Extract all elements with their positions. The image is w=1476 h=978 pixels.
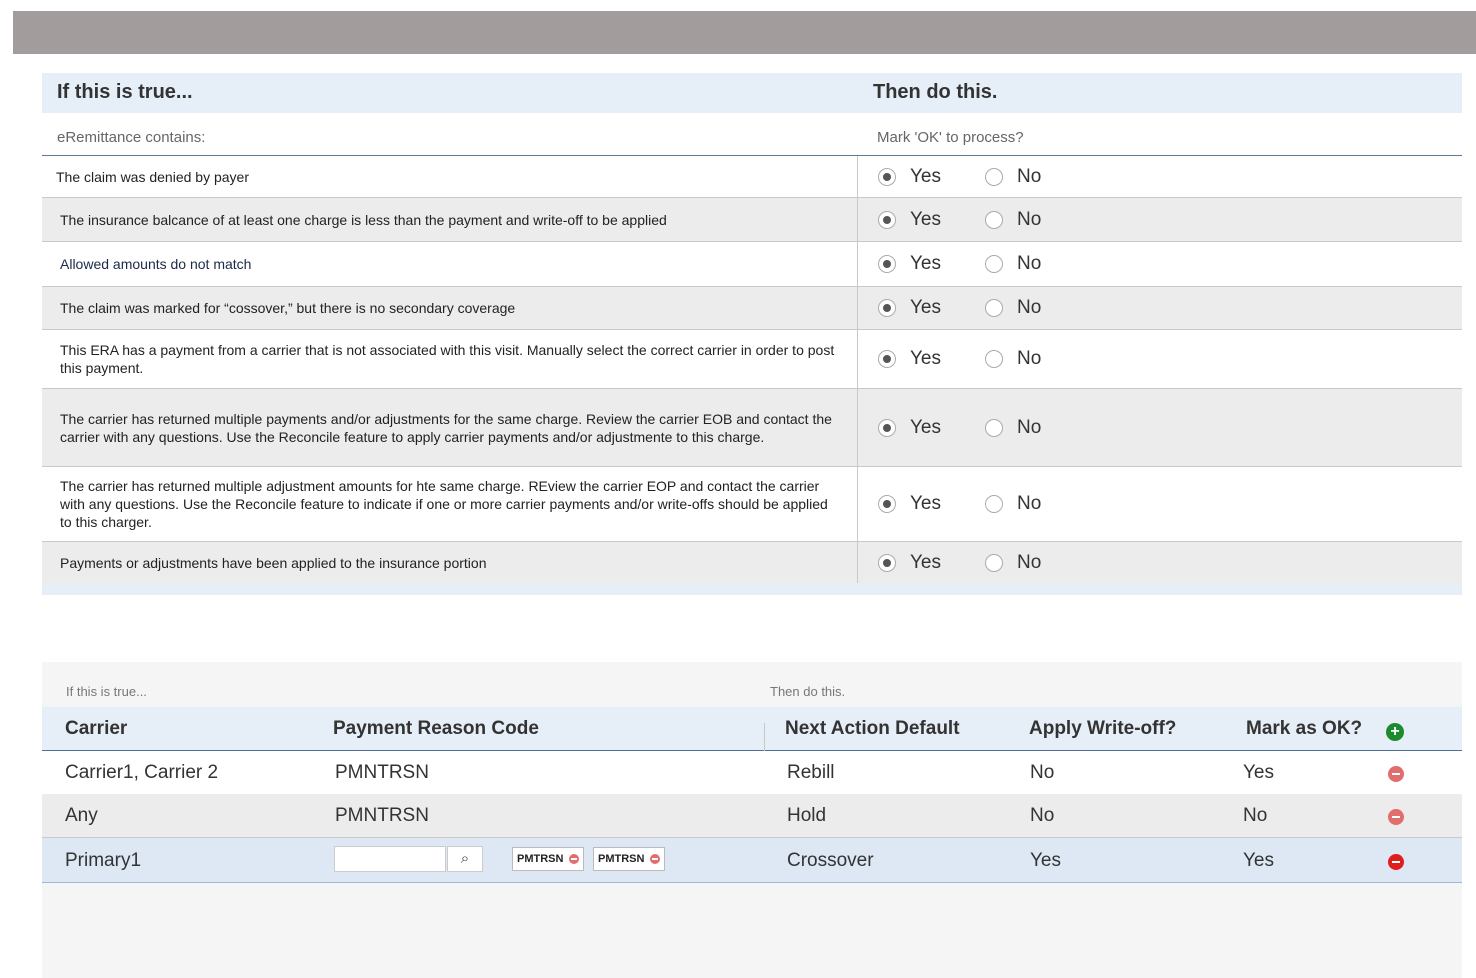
remove-tag-icon[interactable] — [569, 854, 579, 864]
tag-label: PMTRSN — [598, 853, 645, 865]
radio-yes-label: Yes — [910, 551, 941, 573]
radio-no-label: No — [1017, 551, 1042, 573]
radio-no[interactable] — [985, 493, 1041, 515]
era-rules-footer — [42, 583, 1462, 595]
radio-yes[interactable] — [878, 166, 941, 188]
era-rules-subheader — [42, 113, 1462, 156]
radio-yes-label: Yes — [910, 297, 941, 318]
rule-action — [858, 389, 1462, 466]
col-mark-ok: Mark as OK? — [1246, 718, 1363, 739]
rule-condition: The insurance balcance of at least one charge is less than the payment and write-off to be applied — [42, 198, 858, 241]
radio-no-label: No — [1017, 493, 1042, 514]
cell-reason: PMNTRSN — [335, 805, 429, 826]
subheader-then: Mark 'OK' to process? — [877, 129, 1024, 146]
reason-code-tag — [512, 847, 584, 871]
rule-row — [42, 330, 1462, 389]
rule-condition: Allowed amounts do not match — [42, 242, 858, 286]
remove-tag-icon[interactable] — [650, 854, 660, 864]
reason-code-search-input[interactable] — [334, 846, 446, 872]
radio-no[interactable] — [985, 253, 1041, 275]
radio-yes-label: Yes — [910, 253, 941, 274]
radio-circle[interactable] — [878, 168, 896, 186]
radio-circle[interactable] — [985, 255, 1003, 273]
radio-circle[interactable] — [985, 554, 1003, 572]
radio-no-label: No — [1017, 253, 1042, 274]
table-row[interactable] — [42, 794, 1462, 838]
radio-no-label: No — [1017, 208, 1042, 230]
radio-yes-label: Yes — [910, 165, 941, 187]
cell-mark-ok: Yes — [1243, 762, 1274, 783]
subheader-if: eRemittance contains: — [57, 129, 206, 146]
radio-no[interactable] — [985, 209, 1041, 231]
radio-circle[interactable] — [985, 168, 1003, 186]
rule-action — [858, 330, 1462, 388]
radio-circle[interactable] — [878, 495, 896, 513]
rule-condition: The claim was marked for “cossover,” but there is no secondary coverage — [42, 287, 858, 329]
rule-row — [42, 467, 1462, 542]
radio-no[interactable] — [985, 348, 1041, 370]
radio-yes-label: Yes — [910, 208, 941, 230]
caption-if: If this is true... — [66, 684, 147, 699]
col-write-off: Apply Write-off? — [1029, 718, 1177, 739]
radio-yes[interactable] — [878, 348, 941, 370]
table-row[interactable] — [42, 751, 1462, 795]
rule-action — [858, 242, 1462, 286]
rule-row — [42, 156, 1462, 198]
rule-condition: The claim was denied by payer — [42, 156, 858, 197]
rule-action — [858, 467, 1462, 541]
radio-circle[interactable] — [985, 495, 1003, 513]
rule-action — [858, 287, 1462, 329]
header-if: If this is true... — [57, 81, 193, 103]
remove-icon[interactable] — [1388, 854, 1404, 870]
rule-row — [42, 198, 1462, 242]
radio-yes[interactable] — [878, 493, 941, 515]
cell-next-action: Hold — [787, 805, 827, 826]
cell-carrier: Primary1 — [65, 850, 142, 871]
rule-row — [42, 287, 1462, 330]
radio-no[interactable] — [985, 552, 1041, 574]
radio-circle[interactable] — [985, 299, 1003, 317]
cell-mark-ok: No — [1243, 805, 1268, 826]
radio-circle[interactable] — [878, 554, 896, 572]
add-icon[interactable]: + — [1386, 723, 1404, 741]
cell-carrier: Carrier1, Carrier 2 — [65, 762, 219, 783]
rule-condition: The carrier has returned multiple adjustment amounts for hte same charge. REview the carrier EOP and contact the carrier with any questions. Use the Reconcile feature to indicate if one or more carrier payments and/or write-offs should be applied to this charger. — [42, 467, 858, 541]
search-icon[interactable]: ⌕ — [447, 846, 483, 872]
carrier-rules-header — [42, 707, 1462, 751]
rule-action — [858, 542, 1462, 583]
radio-yes[interactable] — [878, 552, 941, 574]
era-rules-panel — [42, 73, 1462, 595]
cell-reason: PMNTRSN — [335, 762, 429, 783]
cell-next-action: Crossover — [787, 850, 874, 871]
col-next-action: Next Action Default — [785, 718, 960, 739]
rule-row — [42, 242, 1462, 287]
era-rules-header — [42, 73, 1462, 113]
cell-write-off: Yes — [1030, 850, 1061, 871]
radio-circle[interactable] — [985, 350, 1003, 368]
reason-code-tag — [593, 847, 665, 871]
radio-circle[interactable] — [985, 211, 1003, 229]
rule-condition: This ERA has a payment from a carrier that is not associated with this visit. Manually select the correct carrier in order to post this payment. — [42, 330, 858, 388]
radio-no[interactable] — [985, 417, 1041, 439]
cell-write-off: No — [1030, 805, 1055, 826]
radio-circle[interactable] — [878, 255, 896, 273]
radio-yes[interactable] — [878, 209, 941, 231]
radio-circle[interactable] — [878, 299, 896, 317]
rule-condition: The carrier has returned multiple payments and/or adjustments for the same charge. Review the carrier EOB and contact the carrier with any questions. Use the Reconcile feature to apply carrier payments and/or adjustmente to this charge. — [42, 389, 858, 466]
top-bar — [13, 11, 1476, 54]
radio-circle[interactable] — [985, 419, 1003, 437]
radio-yes[interactable] — [878, 297, 941, 319]
radio-no-label: No — [1017, 297, 1042, 318]
rule-row — [42, 389, 1462, 467]
remove-icon[interactable] — [1388, 766, 1404, 782]
radio-no[interactable] — [985, 166, 1041, 188]
carrier-rules-panel — [42, 662, 1462, 978]
radio-no[interactable] — [985, 297, 1041, 319]
caption-then: Then do this. — [770, 684, 846, 699]
remove-icon[interactable] — [1388, 809, 1404, 825]
tag-label: PMTRSN — [517, 853, 564, 865]
radio-no-label: No — [1017, 348, 1042, 369]
radio-yes-label: Yes — [910, 493, 941, 514]
radio-yes-label: Yes — [910, 416, 941, 438]
radio-yes[interactable] — [878, 253, 941, 275]
col-payment-reason: Payment Reason Code — [333, 718, 539, 739]
radio-yes[interactable] — [878, 417, 941, 439]
cell-write-off: No — [1030, 762, 1055, 783]
rule-action — [858, 156, 1462, 197]
cell-mark-ok: Yes — [1243, 850, 1274, 871]
radio-no-label: No — [1017, 165, 1042, 187]
radio-yes-label: Yes — [910, 348, 941, 369]
radio-no-label: No — [1017, 416, 1042, 438]
col-carrier: Carrier — [65, 718, 128, 739]
header-then: Then do this. — [873, 81, 998, 103]
radio-circle[interactable] — [878, 211, 896, 229]
rule-action — [858, 198, 1462, 241]
rule-condition: Payments or adjustments have been applied to the insurance portion — [42, 542, 858, 583]
cell-carrier: Any — [65, 805, 98, 826]
rule-row — [42, 542, 1462, 583]
radio-circle[interactable] — [878, 350, 896, 368]
table-row-selected[interactable] — [42, 838, 1462, 883]
radio-circle[interactable] — [878, 419, 896, 437]
cell-next-action: Rebill — [787, 762, 835, 783]
